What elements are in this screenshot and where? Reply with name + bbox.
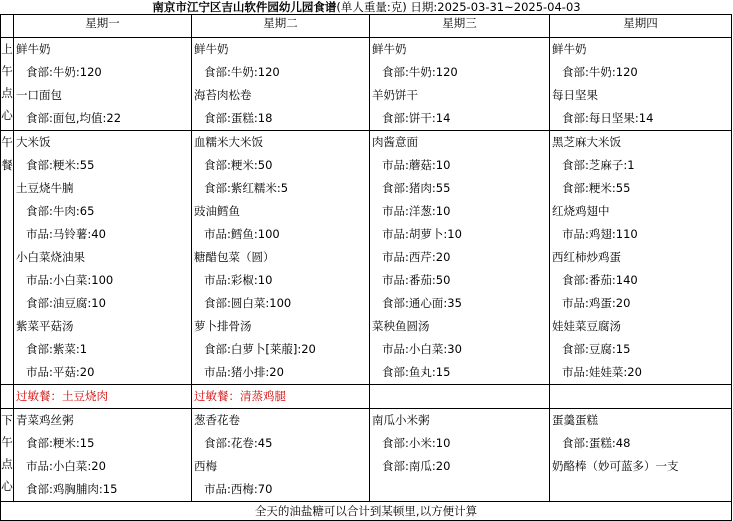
ingredient-line: 市品:娃娃菜:20 xyxy=(562,365,642,379)
dish-name: 糖醋包菜（圆） xyxy=(194,250,275,264)
date-label: 日期: xyxy=(410,0,438,14)
lunch-label: 午 餐 xyxy=(1,131,14,385)
ingredient-line: 食部:番茄:140 xyxy=(562,273,638,287)
dish-name: 菜秧鱼圆汤 xyxy=(372,319,430,333)
ingredient-line: 食部:小米:10 xyxy=(382,436,451,450)
dish-name: 鲜牛奶 xyxy=(194,42,229,56)
ingredient-line: 食部:每日坚果:14 xyxy=(562,111,654,125)
menu-table xyxy=(0,14,732,521)
dish-name: 萝卜排骨汤 xyxy=(194,319,252,333)
ingredient-line: 食部:鱼丸:15 xyxy=(382,365,451,379)
ingredient-line: 食部:花卷:45 xyxy=(204,436,273,450)
ingredient-line: 食部:饼干:14 xyxy=(382,111,451,125)
lunch-tue xyxy=(192,131,370,385)
menu-title xyxy=(0,0,733,14)
ingredient-line: 市品:小白菜:20 xyxy=(26,459,106,473)
footer-row xyxy=(1,502,732,521)
allergy-meal-text: 过敏餐：土豆烧肉 xyxy=(16,389,108,403)
morning-snack-thu xyxy=(550,38,732,131)
ingredient-line: 食部:紫红糯米:5 xyxy=(204,181,289,195)
ingredient-line: 食部:圆白菜:100 xyxy=(204,296,292,310)
ingredient-line: 食部:鸡胸脯肉:15 xyxy=(26,482,118,496)
ingredient-line: 市品:鸡翅:110 xyxy=(562,227,638,241)
afternoon-snack-thu xyxy=(550,409,732,502)
allergy-mon xyxy=(14,385,192,409)
day-header-wed: 星期三 xyxy=(370,15,550,38)
dish-name: 红烧鸡翅中 xyxy=(552,204,610,218)
allergy-label-cell xyxy=(1,385,14,409)
dish-name: 西红柿炒鸡蛋 xyxy=(552,250,621,264)
dish-name: 鲜牛奶 xyxy=(16,42,51,56)
ingredient-line: 食部:粳米:55 xyxy=(562,181,631,195)
afternoon-snack-wed xyxy=(370,409,550,502)
ingredient-line: 市品:西芹:20 xyxy=(382,250,451,264)
day-header-thu: 星期四 xyxy=(550,15,732,38)
afternoon-snack-tue xyxy=(192,409,370,502)
ingredient-line: 食部:猪肉:55 xyxy=(382,181,451,195)
allergy-wed xyxy=(370,385,550,409)
ingredient-line: 市品:西梅:70 xyxy=(204,482,273,496)
lunch-wed xyxy=(370,131,550,385)
ingredient-line: 食部:牛奶:120 xyxy=(204,65,280,79)
dish-name: 娃娃菜豆腐汤 xyxy=(552,319,621,333)
allergy-meal-text xyxy=(550,385,731,408)
morning-snack-label: 上 午 点 心 xyxy=(1,38,14,131)
morning-snack-mon xyxy=(14,38,192,131)
ingredient-line: 食部:南瓜:20 xyxy=(382,459,451,473)
dish-name: 肉酱意面 xyxy=(372,135,418,149)
school-name: 南京市江宁区吉山软件园幼儿园食谱 xyxy=(152,0,337,14)
ingredient-line: 市品:马铃薯:40 xyxy=(26,227,106,241)
dish-name: 鲜牛奶 xyxy=(552,42,587,56)
ingredient-line: 市品:小白菜:100 xyxy=(26,273,114,287)
ingredient-line: 食部:粳米:50 xyxy=(204,158,273,172)
ingredient-line: 食部:牛肉:65 xyxy=(26,204,95,218)
lunch-row xyxy=(1,131,732,385)
date-range: 2025-03-31~2025-04-03 xyxy=(437,0,581,14)
dish-name: 土豆烧牛腩 xyxy=(16,181,74,195)
allergy-row xyxy=(1,385,732,409)
day-header-mon: 星期一 xyxy=(14,15,192,38)
ingredient-line: 食部:豆腐:15 xyxy=(562,342,631,356)
corner-cell xyxy=(1,15,14,38)
day-header-row xyxy=(1,15,732,38)
dish-name: 海苔肉松卷 xyxy=(194,88,252,102)
dish-name: 蛋羹蛋糕 xyxy=(552,413,598,427)
dish-name: 每日坚果 xyxy=(552,88,598,102)
dish-name: 西梅 xyxy=(194,459,217,473)
ingredient-line: 食部:牛奶:120 xyxy=(26,65,102,79)
dish-name: 羊奶饼干 xyxy=(372,88,418,102)
ingredient-line: 食部:粳米:55 xyxy=(26,158,95,172)
day-header-tue: 星期二 xyxy=(192,15,370,38)
morning-snack-tue xyxy=(192,38,370,131)
ingredient-line: 市品:彩椒:10 xyxy=(204,273,273,287)
allergy-tue xyxy=(192,385,370,409)
afternoon-snack-mon xyxy=(14,409,192,502)
allergy-meal-text xyxy=(370,385,549,408)
dish-name: 黑芝麻大米饭 xyxy=(552,135,621,149)
ingredient-line: 市品:平菇:20 xyxy=(26,365,95,379)
ingredient-line: 食部:通心面:35 xyxy=(382,296,462,310)
ingredient-line: 食部:蛋糕:18 xyxy=(204,111,273,125)
morning-snack-row xyxy=(1,38,732,131)
dish-name: 紫菜平菇汤 xyxy=(16,319,74,333)
ingredient-line: 市品:猪小排:20 xyxy=(204,365,284,379)
ingredient-line: 食部:芝麻子:1 xyxy=(562,158,635,172)
ingredient-line: 食部:紫菜:1 xyxy=(26,342,88,356)
afternoon-snack-row xyxy=(1,409,732,502)
dish-name: 南瓜小米粥 xyxy=(372,413,430,427)
dish-name: 一口面包 xyxy=(16,88,62,102)
ingredient-line: 食部:蛋糕:48 xyxy=(562,436,631,450)
allergy-meal-text: 过敏餐：清蒸鸡腿 xyxy=(194,389,286,403)
dish-name: 大米饭 xyxy=(16,135,51,149)
ingredient-line: 市品:番茄:50 xyxy=(382,273,451,287)
ingredient-line: 市品:胡萝卜:10 xyxy=(382,227,462,241)
lunch-thu xyxy=(550,131,732,385)
ingredient-line: 市品:小白菜:30 xyxy=(382,342,462,356)
morning-snack-wed xyxy=(370,38,550,131)
dish-name: 青菜鸡丝粥 xyxy=(16,413,74,427)
dish-name: 鲜牛奶 xyxy=(372,42,407,56)
dish-name: 豉油鳕鱼 xyxy=(194,204,240,218)
ingredient-line: 食部:牛奶:120 xyxy=(382,65,458,79)
ingredient-line: 市品:蘑菇:10 xyxy=(382,158,451,172)
ingredient-line: 食部:牛奶:120 xyxy=(562,65,638,79)
dish-name: 奶酪棒（妙可蓝多）一支 xyxy=(552,459,679,473)
ingredient-line: 食部:白萝卜[莱菔]:20 xyxy=(204,342,316,356)
unit-note: (单人重量:克) xyxy=(336,0,407,14)
dish-name: 小白菜烧油果 xyxy=(16,250,85,264)
allergy-thu xyxy=(550,385,732,409)
dish-name: 葱香花卷 xyxy=(194,413,240,427)
afternoon-snack-label: 下 午 点 心 xyxy=(1,409,14,502)
ingredient-line: 市品:鸡蛋:20 xyxy=(562,296,631,310)
ingredient-line: 市品:洋葱:10 xyxy=(382,204,451,218)
ingredient-line: 食部:粳米:15 xyxy=(26,436,95,450)
dish-name: 血糯米大米饭 xyxy=(194,135,263,149)
ingredient-line: 食部:油豆腐:10 xyxy=(26,296,106,310)
ingredient-line: 食部:面包,均值:22 xyxy=(26,111,122,125)
ingredient-line: 市品:鳕鱼:100 xyxy=(204,227,280,241)
footer-note: 全天的油盐糖可以合计到某顿里,以方便计算 xyxy=(1,502,732,521)
lunch-mon xyxy=(14,131,192,385)
